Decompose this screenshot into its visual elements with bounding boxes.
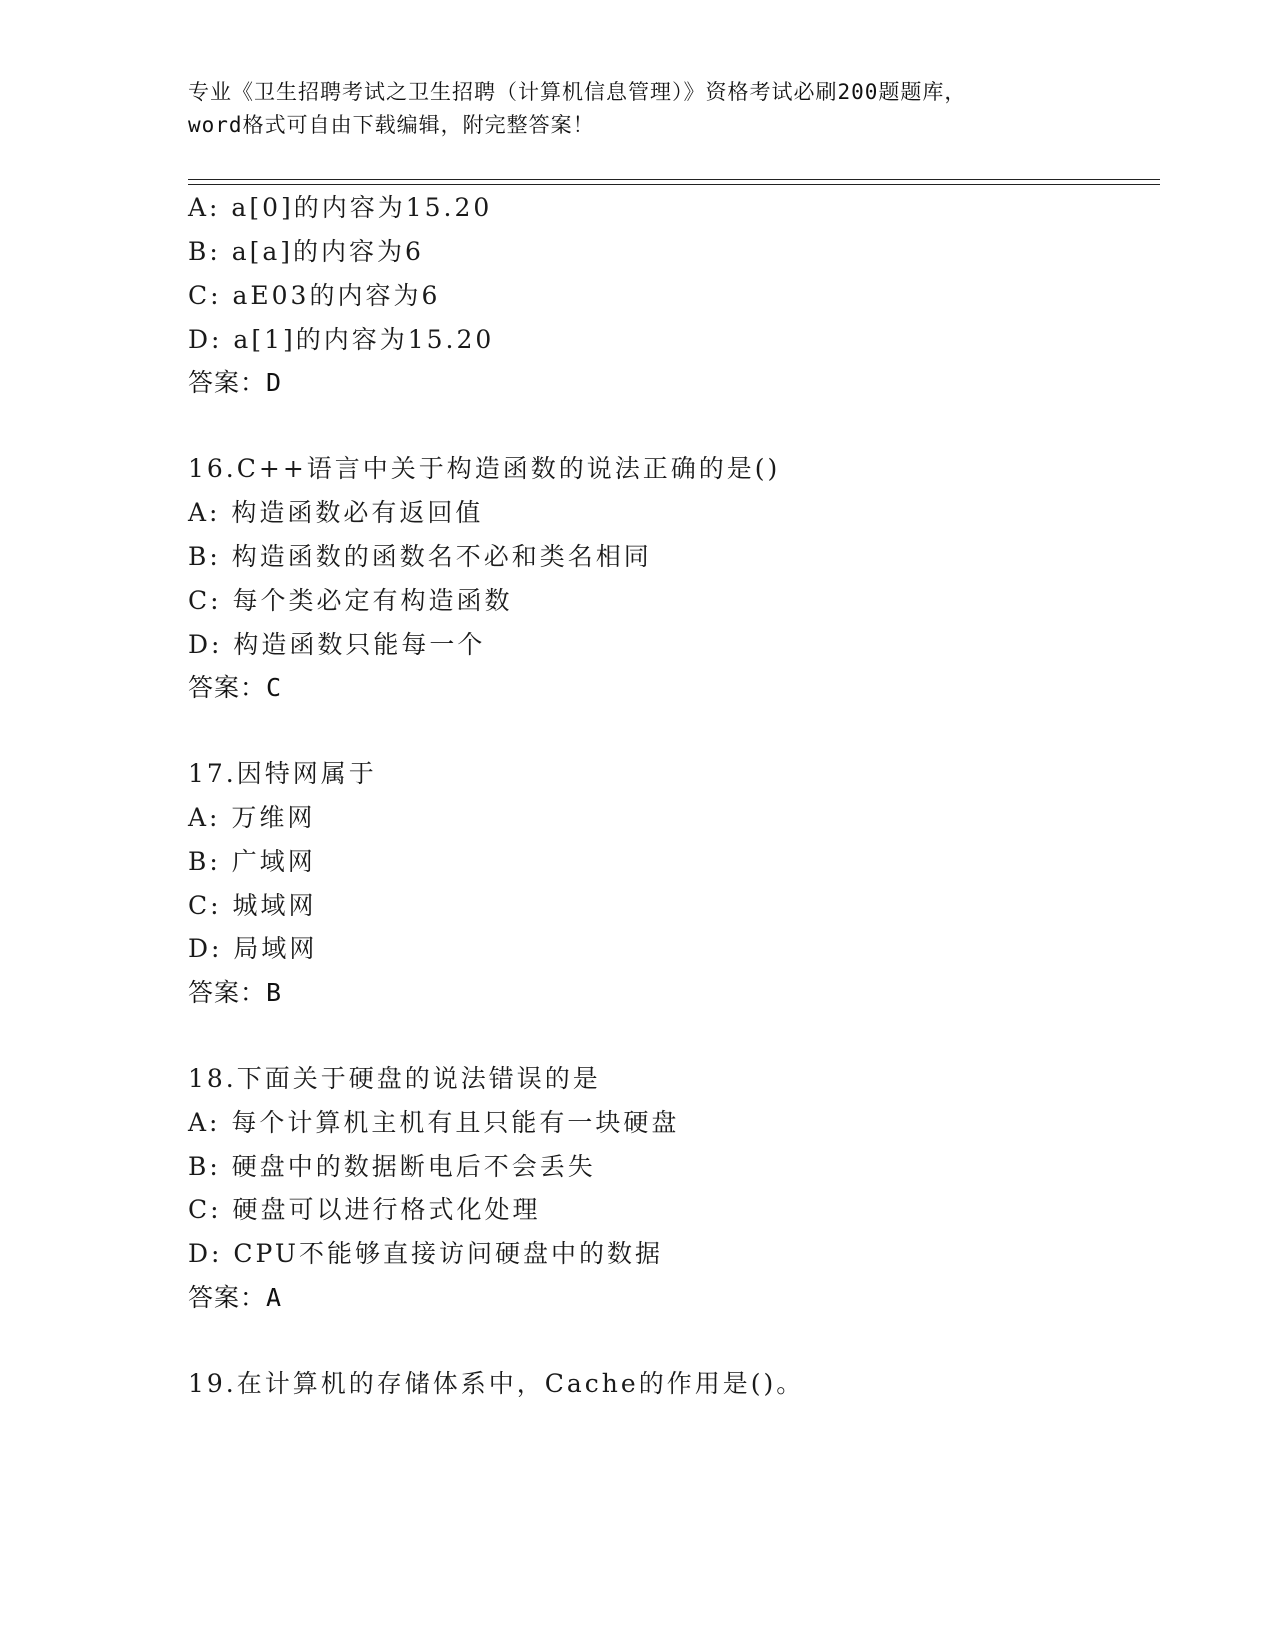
- q18-option-c: C: 硬盘可以进行格式化处理: [188, 1195, 541, 1224]
- document-title-line-2: word格式可自由下载编辑，附完整答案！: [188, 113, 595, 137]
- q18-question: 18.下面关于硬盘的说法错误的是: [188, 1064, 601, 1093]
- q18-option-b: B: 硬盘中的数据断电后不会丢失: [188, 1152, 596, 1181]
- header-divider-bottom: [188, 184, 1160, 185]
- q15-answer: 答案：D: [188, 368, 283, 397]
- q17-option-c: C: 城域网: [188, 891, 317, 920]
- q18-option-a: A: 每个计算机主机有且只能有一块硬盘: [188, 1108, 680, 1137]
- q17-answer: 答案：B: [188, 978, 283, 1007]
- q15-option-d: D: a[1]的内容为15.20: [188, 325, 495, 354]
- q16-option-d: D: 构造函数只能每一个: [188, 630, 486, 659]
- header-divider-top: [188, 179, 1160, 180]
- q16-question: 16.C++语言中关于构造函数的说法正确的是(): [188, 454, 781, 483]
- q16-option-b: B: 构造函数的函数名不必和类名相同: [188, 542, 652, 571]
- q16-option-a: A: 构造函数必有返回值: [188, 498, 484, 527]
- q16-answer: 答案：C: [188, 673, 283, 702]
- q17-option-b: B: 广域网: [188, 847, 316, 876]
- q18-answer: 答案：A: [188, 1283, 283, 1312]
- q17-question: 17.因特网属于: [188, 759, 377, 788]
- q16-option-c: C: 每个类必定有构造函数: [188, 586, 513, 615]
- q15-option-c: C: aE03的内容为6: [188, 281, 441, 310]
- q19-question: 19.在计算机的存储体系中，Cache的作用是()。: [188, 1369, 805, 1398]
- q15-option-b: B: a[a]的内容为6: [188, 237, 424, 266]
- q17-option-d: D: 局域网: [188, 934, 318, 963]
- q15-option-a: A: a[0]的内容为15.20: [188, 193, 493, 222]
- document-title-line-1: 专业《卫生招聘考试之卫生招聘（计算机信息管理）》资格考试必刷200题题库，: [188, 80, 967, 104]
- q18-option-d: D: CPU不能够直接访问硬盘中的数据: [188, 1239, 663, 1268]
- q17-option-a: A: 万维网: [188, 803, 316, 832]
